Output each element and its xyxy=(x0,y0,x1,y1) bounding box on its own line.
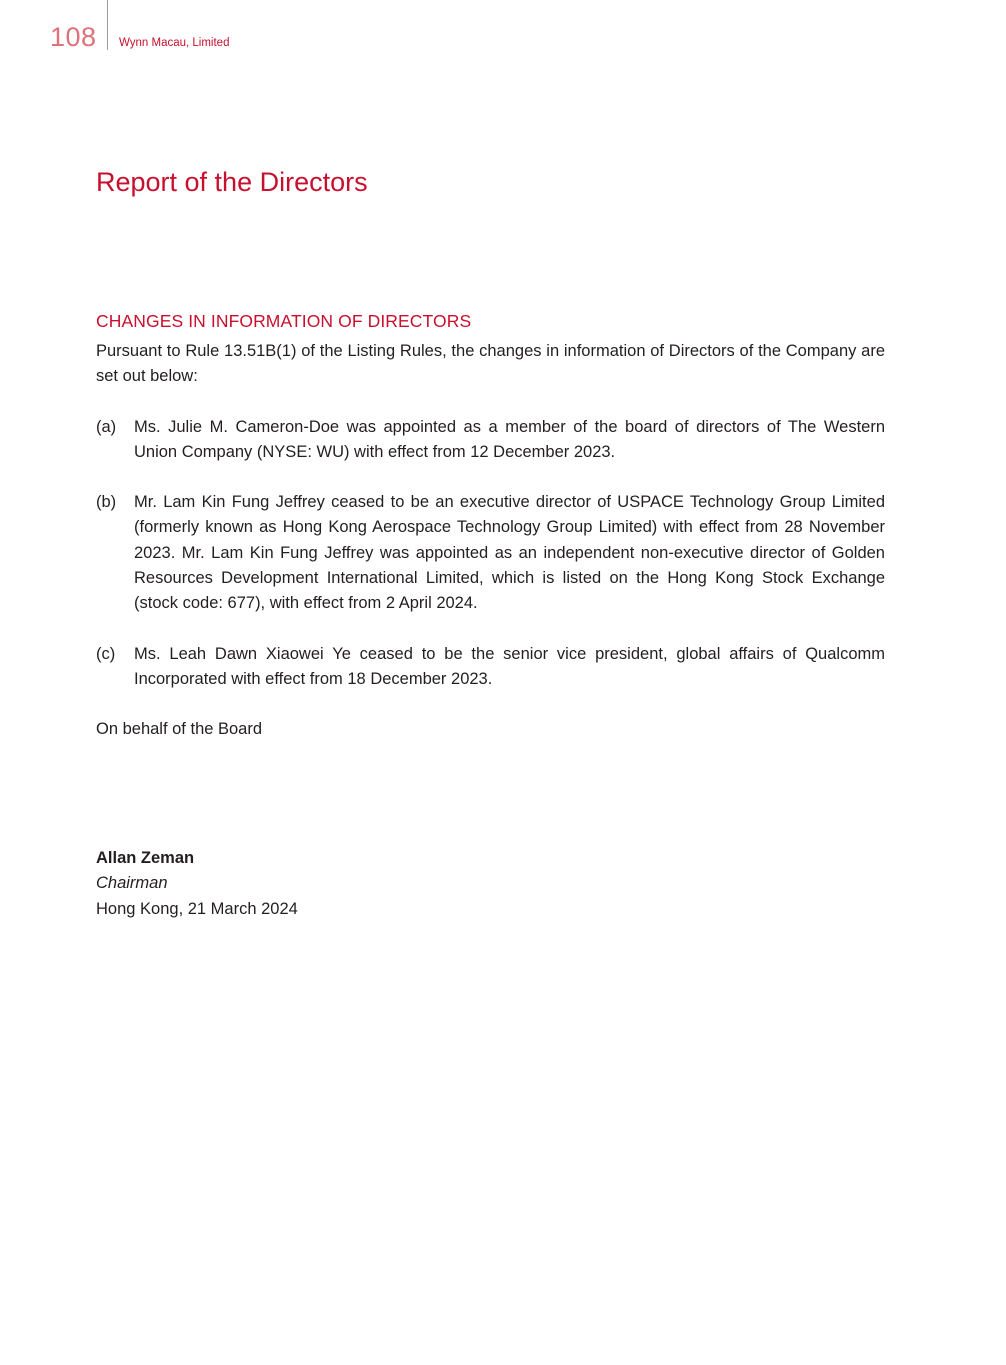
signer-name: Allan Zeman xyxy=(96,849,195,867)
list-item-text: Mr. Lam Kin Fung Jeffrey ceased to be an executive director of USPACE Technology Group Limited (formerly known as Hong Kong Aerospace Technology Group Limited) with effect from 28 November 2023. Mr. Lam Kin Fung Jeffrey was appointed as an independent non-executive director of Golden Resources Development International Limited, which is listed on the Hong Kong Stock Exchange (stock code: 677), with effect from 2 April 2024. xyxy=(134,493,885,613)
list-item-text: Ms. Leah Dawn Xiaowei Ye ceased to be the senior vice president, global affairs of Qualcomm Incorporated with effect from 18 December 2023. xyxy=(134,644,885,688)
list-item xyxy=(96,415,885,466)
signoff-text: On behalf of the Board xyxy=(96,720,263,739)
sign-place-date: Hong Kong, 21 March 2024 xyxy=(96,899,298,918)
company-name: Wynn Macau, Limited xyxy=(119,37,230,49)
header-divider xyxy=(107,0,108,50)
page-title: Report of the Directors xyxy=(96,167,368,197)
list-item-marker: (a) xyxy=(96,417,117,436)
list-item-marker: (b) xyxy=(96,493,117,512)
section-intro: Pursuant to Rule 13.51B(1) of the Listing Rules, the changes in information of Directors of the Company are set out below: xyxy=(96,342,885,386)
list-item-marker: (c) xyxy=(96,644,116,663)
page-number: 108 xyxy=(50,22,97,52)
list-item xyxy=(96,642,885,693)
signer-role: Chairman xyxy=(96,874,168,893)
section-heading: CHANGES IN INFORMATION OF DIRECTORS xyxy=(96,311,472,331)
list-item xyxy=(96,490,885,616)
changes-list xyxy=(96,415,885,693)
directors-changes-section xyxy=(96,309,885,743)
page-header xyxy=(50,0,450,56)
signature-block xyxy=(96,846,596,922)
list-item-text: Ms. Julie M. Cameron-Doe was appointed as a member of the board of directors of The Western Union Company (NYSE: WU) with effect from 12 December 2023. xyxy=(134,417,885,461)
